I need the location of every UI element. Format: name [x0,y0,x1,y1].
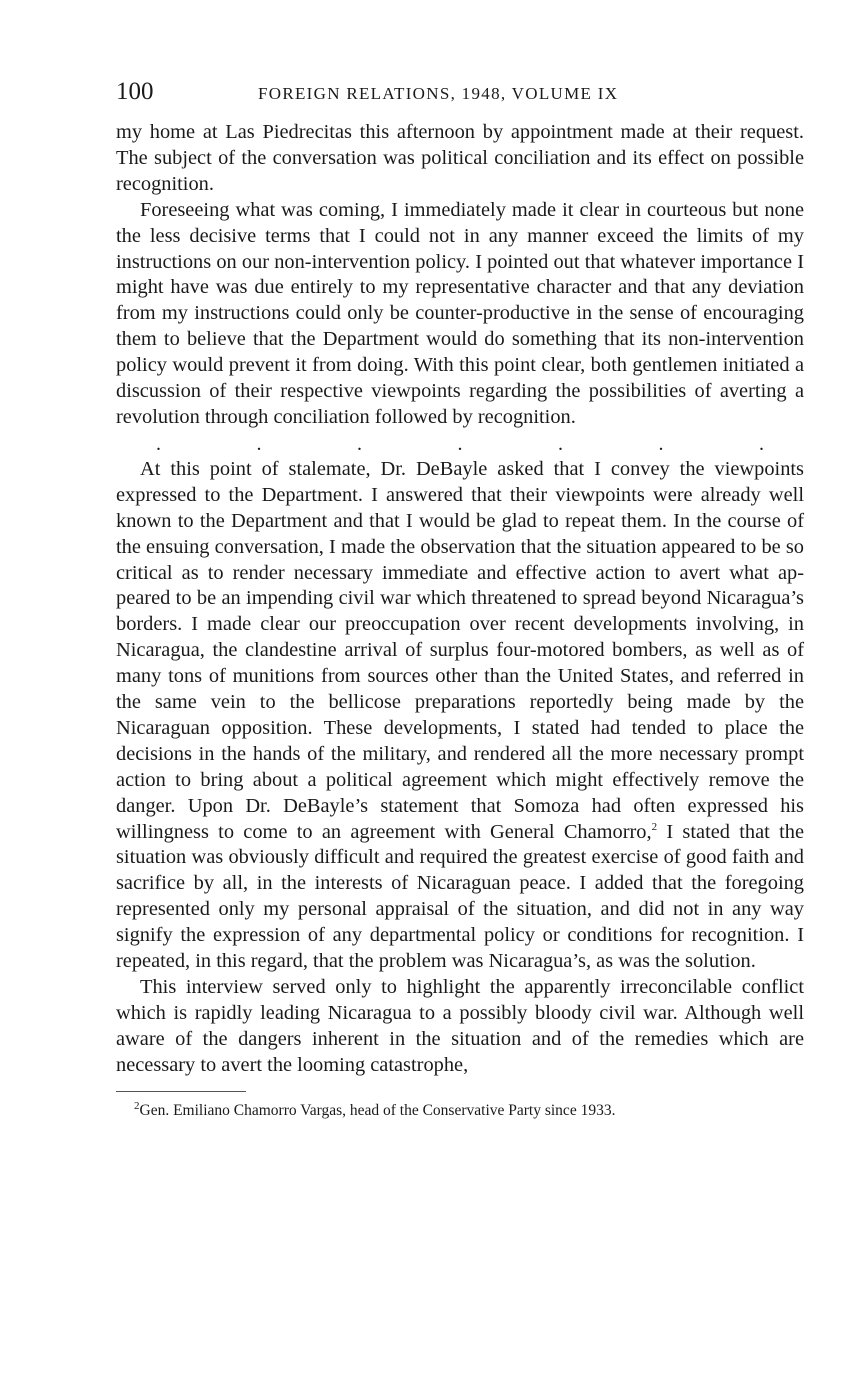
running-header [116,76,804,110]
body-text [116,120,804,1079]
paragraph-text: I stated that the situation was obviously difficult and required the greatest exercise of good faith and sacrifice by all, in the interests of Nicaraguan peace. I added that the foregoing represented only my personal appraisal of the situation, and did not in any way signify the expression of any departmental policy or conditions for recognition. I repeated, in this regard, that the problem was Nicaragua’s, as was the solution. [116,820,804,973]
paragraph: This interview served only to highlight the apparently irreconcilable conflict which is rapidly leading Nicaragua to a possibly bloody civil war. Although well aware of the dangers inherent in the situation and of the remedies which are necessary to avert the looming catastrophe, [116,976,804,1076]
ellipsis-dot: . [759,432,764,455]
ellipsis-dot: . [658,432,664,455]
ellipsis-dot: . [357,432,362,455]
paragraph-text: At this point of stalemate, Dr. DeBayle asked that I convey the viewpoints expressed to the Department. I answered that their viewpoints were already well known to the Department and that I would be glad to repeat them. In the course of the ensuing conversation, I made the observation that the situation appeared to be so critical as to render necessary immediate and effective action to avert what appeared to be an impending civil war which threatened to spread beyond Nicaragua’s borders. I made clear our preoccupation over recent developments involving, in Nicaragua, the clandestine arrival of surplus four-motored bombers, as well as of many tons of munitions from sources other than the United States, and referred in the same vein to the bellicose preparations reportedly being made by the Nicaraguan opposition. These developments, I stated had tended to place the decisions in the hands of the military, and rendered all the more necessary prompt action to bring about a political agreement which might effectively remove the danger. Upon Dr. DeBayle’s statement that Somoza had often expressed his willingness to come to an agreement with General Chamorro, [116,457,804,843]
page-number: 100 [116,78,154,105]
footnote-reference[interactable]: 2 [651,820,658,833]
ellipsis-dot: . [457,432,463,455]
document-page [116,76,804,1120]
paragraph [116,457,804,975]
paragraph-continuation: my home at Las Piedrecitas this afternoon by appointment made at their request. The subject of the conversation was political conciliation and its effect on possible recognition. [116,121,804,195]
running-title: FOREIGN RELATIONS, 1948, VOLUME IX [258,84,619,103]
ellipsis-dot: . [558,432,563,455]
footnote-marker: 2 [134,1099,140,1112]
footnote [116,1099,804,1120]
ellipsis-dot: . [156,432,161,455]
ellipsis-dot: . [256,432,262,455]
paragraph: Foreseeing what was coming, I immediately made it clear in courteous but none the less decisive terms that I could not in any manner exceed the limits of my instructions on our non-intervention policy. I pointed out that whatever importance I might have was due entirely to my representative character and that any deviation from my instructions could only be counter-productive in the sense of encouraging them to believe that the Department would do something that its non-intervention policy would prevent it from doing. With this point clear, both gentlemen initiated a discussion of their respective viewpoints regarding the possibilities of averting a revolution through conciliation followed by recognition. [116,198,804,428]
omission-ellipsis [116,431,804,457]
footnote-text: Gen. Emiliano Chamorro Vargas, head of the Conservative Party since 1933. [139,1101,616,1119]
footnote-divider [116,1091,246,1092]
